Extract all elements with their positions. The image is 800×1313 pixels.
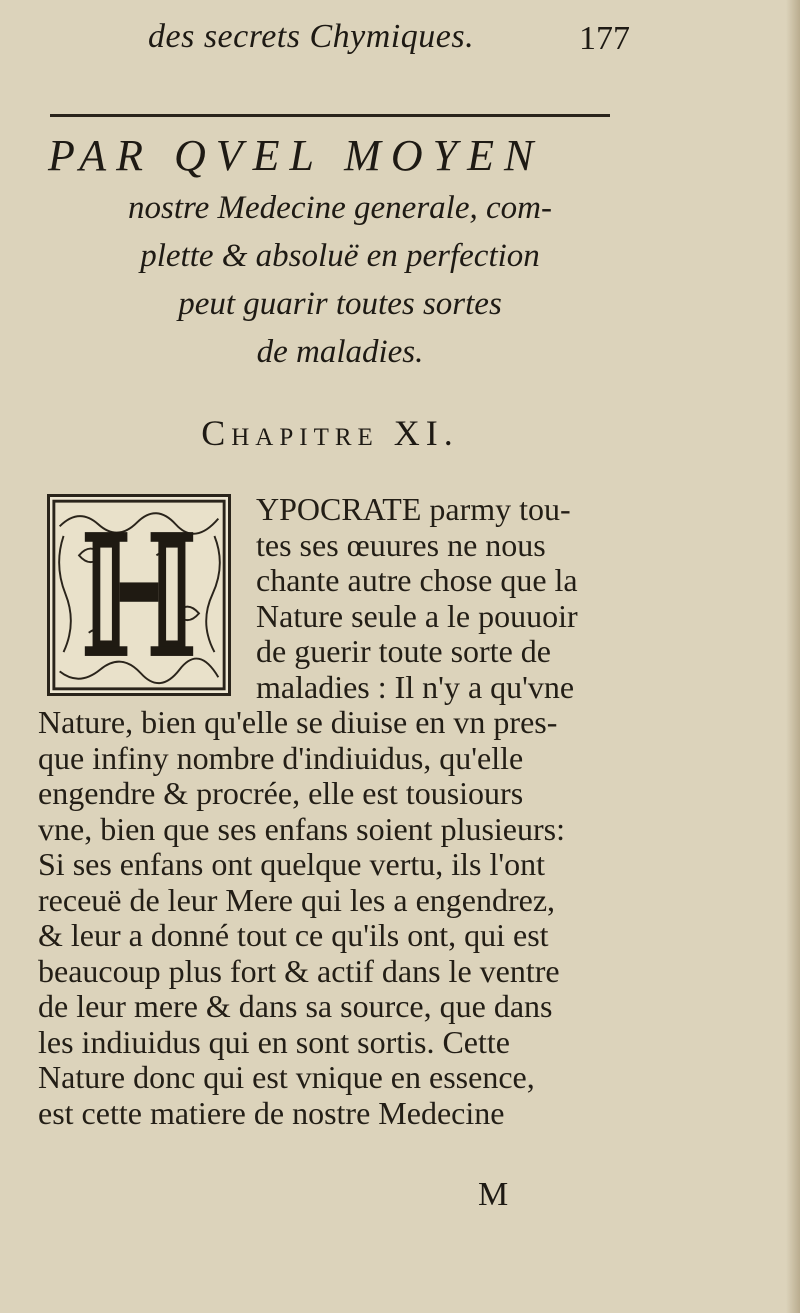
text-line: Nature donc qui est vnique en essence,	[38, 1059, 535, 1095]
text-line: est cette matiere de nostre Medecine	[38, 1094, 505, 1131]
text-line: YPOCRATE parmy tou-	[256, 491, 571, 527]
text-line: & leur a donné tout ce qu'ils ont, qui est	[38, 917, 549, 953]
text-line: Nature, bien qu'elle se diuise en vn pres-	[38, 704, 558, 740]
chapter-title: Chapitre XI.	[201, 413, 459, 453]
catchword: M	[478, 1176, 509, 1213]
text-line: tes ses œuures ne nous	[256, 526, 546, 563]
text-line: chante autre chose que la	[256, 562, 578, 598]
text-line: Si ses enfans ont quelque vertu, ils l'ont	[38, 846, 546, 882]
page-header	[60, 18, 630, 74]
heading-line: peut guarir toutes sortes	[178, 286, 502, 322]
page-number: 177	[579, 20, 630, 57]
section-heading	[40, 128, 640, 376]
text-line: les indiuidus qui en sont sortis. Cette	[38, 1023, 510, 1060]
heading-line: de maladies.	[256, 334, 424, 370]
running-title: des secrets Chymiques.	[148, 18, 475, 55]
text-line: engendre & procrée, elle est tousiours	[38, 775, 524, 811]
heading-line: plette & absoluë en perfection	[140, 238, 540, 274]
text-line: receuë de leur Mere qui les a engendrez,	[38, 881, 556, 918]
header-rule	[50, 114, 610, 117]
text-line: de leur mere & dans sa source, que dans	[38, 988, 553, 1024]
text-line: maladies : Il n'y a qu'vne	[256, 668, 575, 705]
body-text	[38, 492, 618, 1131]
text-line: vne, bien que ses enfans soient plusieurs:	[38, 810, 565, 847]
heading-line: nostre Medecine generale, com-	[128, 190, 552, 226]
text-line: beaucoup plus fort & actif dans le ventre	[38, 952, 560, 989]
heading-line: PAR QVEL MOYEN	[48, 131, 544, 180]
text-line: que infiny nombre d'indiuidus, qu'elle	[38, 739, 524, 776]
text-line: de guerir toute sorte de	[256, 633, 551, 669]
text-line: Nature seule a le pouuoir	[256, 597, 578, 634]
